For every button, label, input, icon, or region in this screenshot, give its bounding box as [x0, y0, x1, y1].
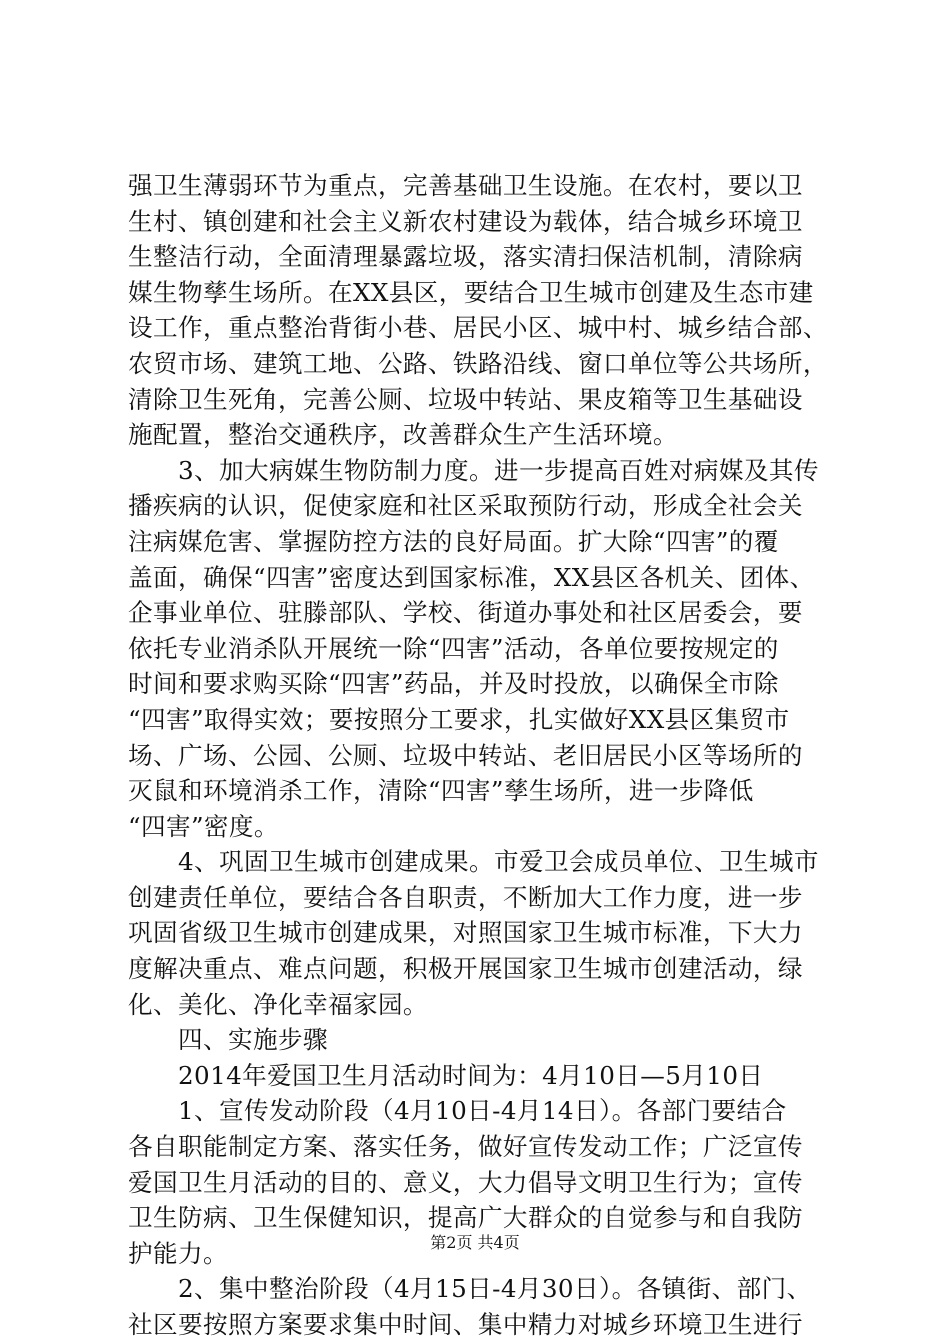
- text-line: 度解决重点、难点问题，积极开展国家卫生城市创建活动，绿: [128, 954, 803, 984]
- text-line: 企事业单位、驻滕部队、学校、街道办事处和社区居委会，要: [128, 598, 803, 628]
- text-line: 护能力。: [128, 1238, 228, 1268]
- text-line: 2014年爱国卫生月活动时间为：4月10日—5月10日: [128, 1060, 764, 1090]
- text-line: 巩固省级卫生城市创建成果，对照国家卫生城市标准，下大力: [128, 918, 803, 948]
- text-line: 依托专业消杀队开展统一除“四害”活动，各单位要按规定的: [128, 633, 779, 663]
- text-line: “四害”取得实效；要按照分工要求，扎实做好XX县区集贸市: [128, 704, 790, 734]
- text-line: 4、巩固卫生城市创建成果。市爱卫会成员单位、卫生城市: [128, 847, 819, 877]
- text-line: 注病媒危害、掌握防控方法的良好局面。扩大除“四害”的覆: [128, 526, 779, 556]
- text-line: 3、加大病媒生物防制力度。进一步提高百姓对病媒及其传: [128, 455, 819, 485]
- text-line: 化、美化、净化幸福家园。: [128, 989, 428, 1019]
- text-line: “四害”密度。: [128, 811, 279, 841]
- text-line: 设工作，重点整治背街小巷、居民小区、城中村、城乡结合部、: [128, 313, 828, 343]
- text-line: 社区要按照方案要求集中时间、集中精力对城乡环境卫生进行: [128, 1310, 803, 1339]
- text-line: 生整洁行动，全面清理暴露垃圾，落实清扫保洁机制，清除病: [128, 242, 803, 272]
- text-line: 播疾病的认识，促使家庭和社区采取预防行动，形成全社会关: [128, 491, 803, 521]
- text-line: 盖面，确保“四害”密度达到国家标准，XX县区各机关、团体、: [128, 562, 815, 592]
- document-body: [128, 168, 834, 1343]
- text-line: 创建责任单位，要结合各自职责，不断加大工作力度，进一步: [128, 882, 803, 912]
- text-line: 强卫生薄弱环节为重点，完善基础卫生设施。在农村，要以卫: [128, 171, 803, 200]
- text-line: 生村、镇创建和社会主义新农村建设为载体，结合城乡环境卫: [128, 206, 803, 236]
- text-line: 施配置，整治交通秩序，改善群众生产生活环境。: [128, 420, 678, 450]
- text-line: 四、实施步骤: [128, 1025, 328, 1055]
- text-line: 2、集中整治阶段（4月15日-4月30日）。各镇街、部门、: [128, 1274, 812, 1304]
- text-line: 媒生物孳生场所。在XX县区，要结合卫生城市创建及生态市建: [128, 277, 814, 307]
- text-line: 农贸市场、建筑工地、公路、铁路沿线、窗口单位等公共场所，: [128, 348, 828, 378]
- page-number-footer: 第2页 共4页: [430, 1233, 520, 1252]
- text-line: 卫生防病、卫生保健知识，提高广大群众的自觉参与和自我防: [128, 1203, 803, 1233]
- text-line: 时间和要求购买除“四害”药品，并及时投放，以确保全市除: [128, 669, 779, 699]
- text-line: 清除卫生死角，完善公厕、垃圾中转站、果皮箱等卫生基础设: [128, 384, 803, 414]
- text-line: 场、广场、公园、公厕、垃圾中转站、老旧居民小区等场所的: [128, 740, 803, 770]
- text-line: 各自职能制定方案、落实任务，做好宣传发动工作；广泛宣传: [128, 1132, 803, 1162]
- text-line: 1、宣传发动阶段（4月10日-4月14日）。各部门要结合: [128, 1096, 787, 1126]
- text-line: 灭鼠和环境消杀工作，清除“四害”孳生场所，进一步降低: [128, 776, 754, 806]
- text-line: 爱国卫生月活动的目的、意义，大力倡导文明卫生行为；宣传: [128, 1167, 803, 1197]
